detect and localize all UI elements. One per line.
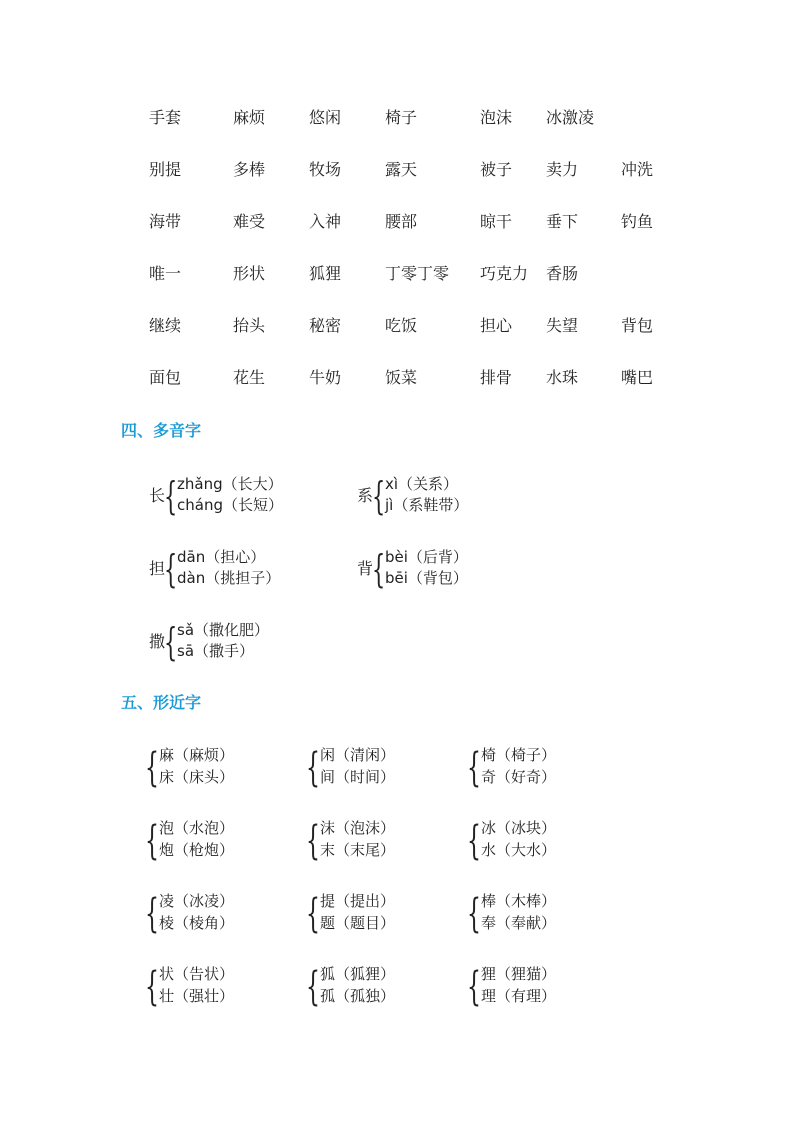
word: 晾干 bbox=[480, 212, 513, 231]
similar-pair bbox=[145, 818, 299, 864]
word: 难受 bbox=[233, 212, 266, 231]
similar-pair bbox=[467, 818, 621, 864]
word: 别提 bbox=[149, 160, 182, 179]
polyphone-entry bbox=[149, 474, 349, 518]
similar-pair bbox=[306, 818, 460, 864]
word: 露天 bbox=[385, 160, 418, 179]
similar-pair bbox=[467, 745, 621, 791]
similar-pair bbox=[145, 964, 299, 1010]
polyphone-char: 撒 bbox=[149, 632, 166, 651]
reading-line: jì（系鞋带） bbox=[385, 496, 469, 514]
brace-icon: { bbox=[306, 745, 320, 791]
brace-icon: { bbox=[145, 891, 159, 937]
word: 麻烦 bbox=[233, 108, 266, 127]
reading-line: sǎ（撒化肥） bbox=[177, 621, 270, 639]
pair-line: 状（告状） bbox=[159, 965, 235, 983]
reading-line: bēi（背包） bbox=[385, 569, 468, 587]
word-row bbox=[0, 262, 794, 286]
reading-line: bèi（后背） bbox=[385, 548, 468, 566]
word: 香肠 bbox=[546, 264, 579, 283]
pair-line: 棒（木棒） bbox=[481, 892, 557, 910]
word: 饭菜 bbox=[385, 368, 418, 387]
pair-line: 奇（好奇） bbox=[481, 768, 557, 786]
polyphone-entry bbox=[357, 547, 557, 591]
pair-line: 椅（椅子） bbox=[481, 746, 557, 764]
word: 失望 bbox=[546, 316, 579, 335]
word: 面包 bbox=[149, 368, 182, 387]
word: 嘴巴 bbox=[621, 368, 654, 387]
pair-line: 沫（泡沫） bbox=[320, 819, 396, 837]
word: 卖力 bbox=[546, 160, 579, 179]
polyphone-entry bbox=[149, 620, 349, 664]
brace-icon: { bbox=[164, 547, 178, 591]
section-heading-polyphones: 四、多音字 bbox=[121, 421, 202, 440]
word: 巧克力 bbox=[480, 264, 529, 283]
pair-line: 提（提出） bbox=[320, 892, 396, 910]
reading-line: sā（撒手） bbox=[177, 642, 255, 660]
pair-line: 泡（水泡） bbox=[159, 819, 235, 837]
word: 唯一 bbox=[149, 264, 182, 283]
brace-icon: { bbox=[306, 964, 320, 1010]
brace-icon: { bbox=[467, 818, 481, 864]
pair-line: 题（题目） bbox=[320, 914, 396, 932]
brace-icon: { bbox=[372, 547, 386, 591]
polyphone-entry bbox=[149, 547, 349, 591]
pair-line: 闲（清闲） bbox=[320, 746, 396, 764]
word: 吃饭 bbox=[385, 316, 418, 335]
brace-icon: { bbox=[145, 818, 159, 864]
brace-icon: { bbox=[164, 620, 178, 664]
brace-icon: { bbox=[467, 964, 481, 1010]
similar-pair bbox=[306, 745, 460, 791]
pair-line: 凌（冰凌） bbox=[159, 892, 235, 910]
pair-line: 间（时间） bbox=[320, 768, 396, 786]
word: 牛奶 bbox=[309, 368, 342, 387]
brace-icon: { bbox=[145, 745, 159, 791]
word: 手套 bbox=[149, 108, 182, 127]
word: 腰部 bbox=[385, 212, 418, 231]
pair-line: 壮（强壮） bbox=[159, 987, 235, 1005]
word: 椅子 bbox=[385, 108, 418, 127]
word: 冰激凌 bbox=[546, 108, 595, 127]
word: 悠闲 bbox=[309, 108, 342, 127]
word-row bbox=[0, 158, 794, 182]
word: 泡沫 bbox=[480, 108, 513, 127]
brace-icon: { bbox=[372, 474, 386, 518]
word: 多棒 bbox=[233, 160, 266, 179]
word: 丁零丁零 bbox=[385, 264, 450, 283]
pair-line: 狐（狐狸） bbox=[320, 965, 396, 983]
brace-icon: { bbox=[306, 818, 320, 864]
word: 入神 bbox=[309, 212, 342, 231]
word: 狐狸 bbox=[309, 264, 342, 283]
word-row bbox=[0, 210, 794, 234]
word: 海带 bbox=[149, 212, 182, 231]
word: 形状 bbox=[233, 264, 266, 283]
word: 牧场 bbox=[309, 160, 342, 179]
pair-line: 末（末尾） bbox=[320, 841, 396, 859]
similar-pair bbox=[145, 891, 299, 937]
word-row bbox=[0, 366, 794, 390]
brace-icon: { bbox=[467, 745, 481, 791]
pair-line: 水（大水） bbox=[481, 841, 557, 859]
word: 抬头 bbox=[233, 316, 266, 335]
word: 垂下 bbox=[546, 212, 579, 231]
pair-line: 冰（冰块） bbox=[481, 819, 557, 837]
pair-line: 孤（孤独） bbox=[320, 987, 396, 1005]
word: 钓鱼 bbox=[621, 212, 654, 231]
brace-icon: { bbox=[306, 891, 320, 937]
polyphone-char: 系 bbox=[357, 486, 374, 505]
word-row bbox=[0, 106, 794, 130]
polyphone-entry bbox=[357, 474, 557, 518]
reading-line: zhǎng（长大） bbox=[177, 475, 283, 493]
word: 担心 bbox=[480, 316, 513, 335]
similar-pair bbox=[306, 964, 460, 1010]
brace-icon: { bbox=[467, 891, 481, 937]
similar-pair bbox=[467, 964, 621, 1010]
brace-icon: { bbox=[145, 964, 159, 1010]
brace-icon: { bbox=[164, 474, 178, 518]
polyphone-char: 背 bbox=[357, 559, 374, 578]
polyphone-char: 担 bbox=[149, 559, 166, 578]
pair-line: 棱（棱角） bbox=[159, 914, 235, 932]
section-heading-similar-chars: 五、形近字 bbox=[121, 693, 202, 712]
word: 排骨 bbox=[480, 368, 513, 387]
word: 秘密 bbox=[309, 316, 342, 335]
similar-pair bbox=[145, 745, 299, 791]
word: 背包 bbox=[621, 316, 654, 335]
word: 花生 bbox=[233, 368, 266, 387]
pair-line: 炮（枪炮） bbox=[159, 841, 235, 859]
reading-line: dàn（挑担子） bbox=[177, 569, 281, 587]
pair-line: 麻（麻烦） bbox=[159, 746, 235, 764]
word-row bbox=[0, 314, 794, 338]
polyphone-char: 长 bbox=[149, 486, 166, 505]
pair-line: 床（床头） bbox=[159, 768, 235, 786]
pair-line: 理（有理） bbox=[481, 987, 557, 1005]
reading-line: xì（关系） bbox=[385, 475, 459, 493]
similar-pair bbox=[467, 891, 621, 937]
word: 继续 bbox=[149, 316, 182, 335]
pair-line: 奉（奉献） bbox=[481, 914, 557, 932]
reading-line: dān（担心） bbox=[177, 548, 266, 566]
pair-line: 狸（狸猫） bbox=[481, 965, 557, 983]
word: 被子 bbox=[480, 160, 513, 179]
similar-pair bbox=[306, 891, 460, 937]
reading-line: cháng（长短） bbox=[177, 496, 283, 514]
word: 冲洗 bbox=[621, 160, 654, 179]
word: 水珠 bbox=[546, 368, 579, 387]
